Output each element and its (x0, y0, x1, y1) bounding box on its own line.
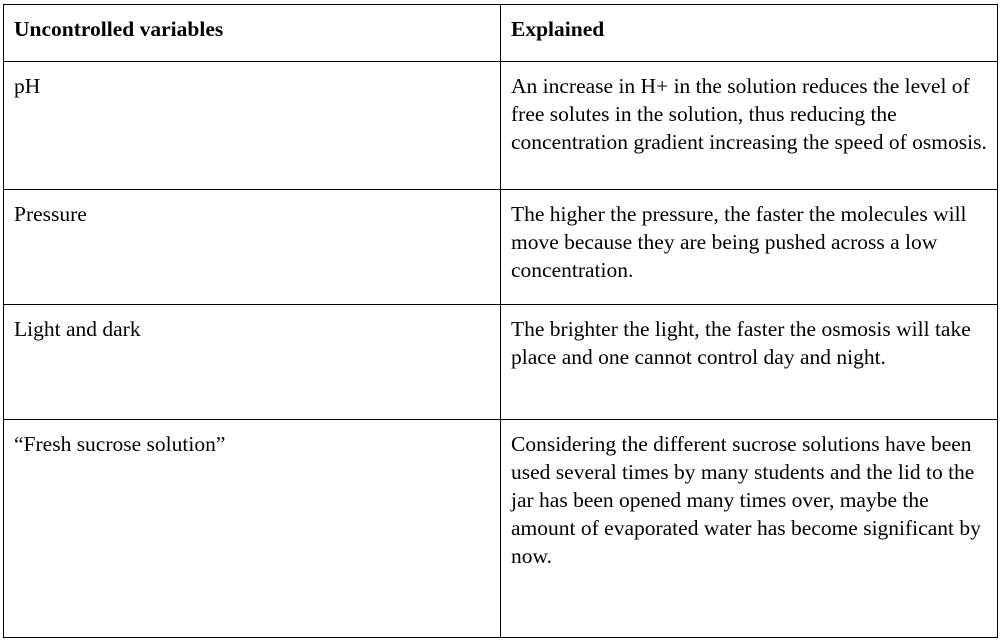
table-row (4, 305, 998, 420)
variable-cell: pH (4, 62, 501, 190)
explanation-cell: The higher the pressure, the faster the molecules will move because they are being pushed across a low concentration. (501, 190, 998, 305)
table-row (4, 62, 998, 190)
table-row (4, 190, 998, 305)
uncontrolled-variables-table (3, 4, 998, 638)
variable-cell: Pressure (4, 190, 501, 305)
explanation-cell: An increase in H+ in the solution reduces the level of free solutes in the solution, thus reducing the concentration gradient increasing the speed of osmosis. (501, 62, 998, 190)
header-explained: Explained (501, 5, 998, 62)
table-header-row (4, 5, 998, 62)
explanation-cell: The brighter the light, the faster the osmosis will take place and one cannot control day and night. (501, 305, 998, 420)
variable-cell: Light and dark (4, 305, 501, 420)
table-row (4, 420, 998, 638)
variable-cell: “Fresh sucrose solution” (4, 420, 501, 638)
header-uncontrolled-variables: Uncontrolled variables (4, 5, 501, 62)
explanation-cell: Considering the different sucrose solutions have been used several times by many students and the lid to the jar has been opened many times over, maybe the amount of evaporated water has become significant by now. (501, 420, 998, 638)
